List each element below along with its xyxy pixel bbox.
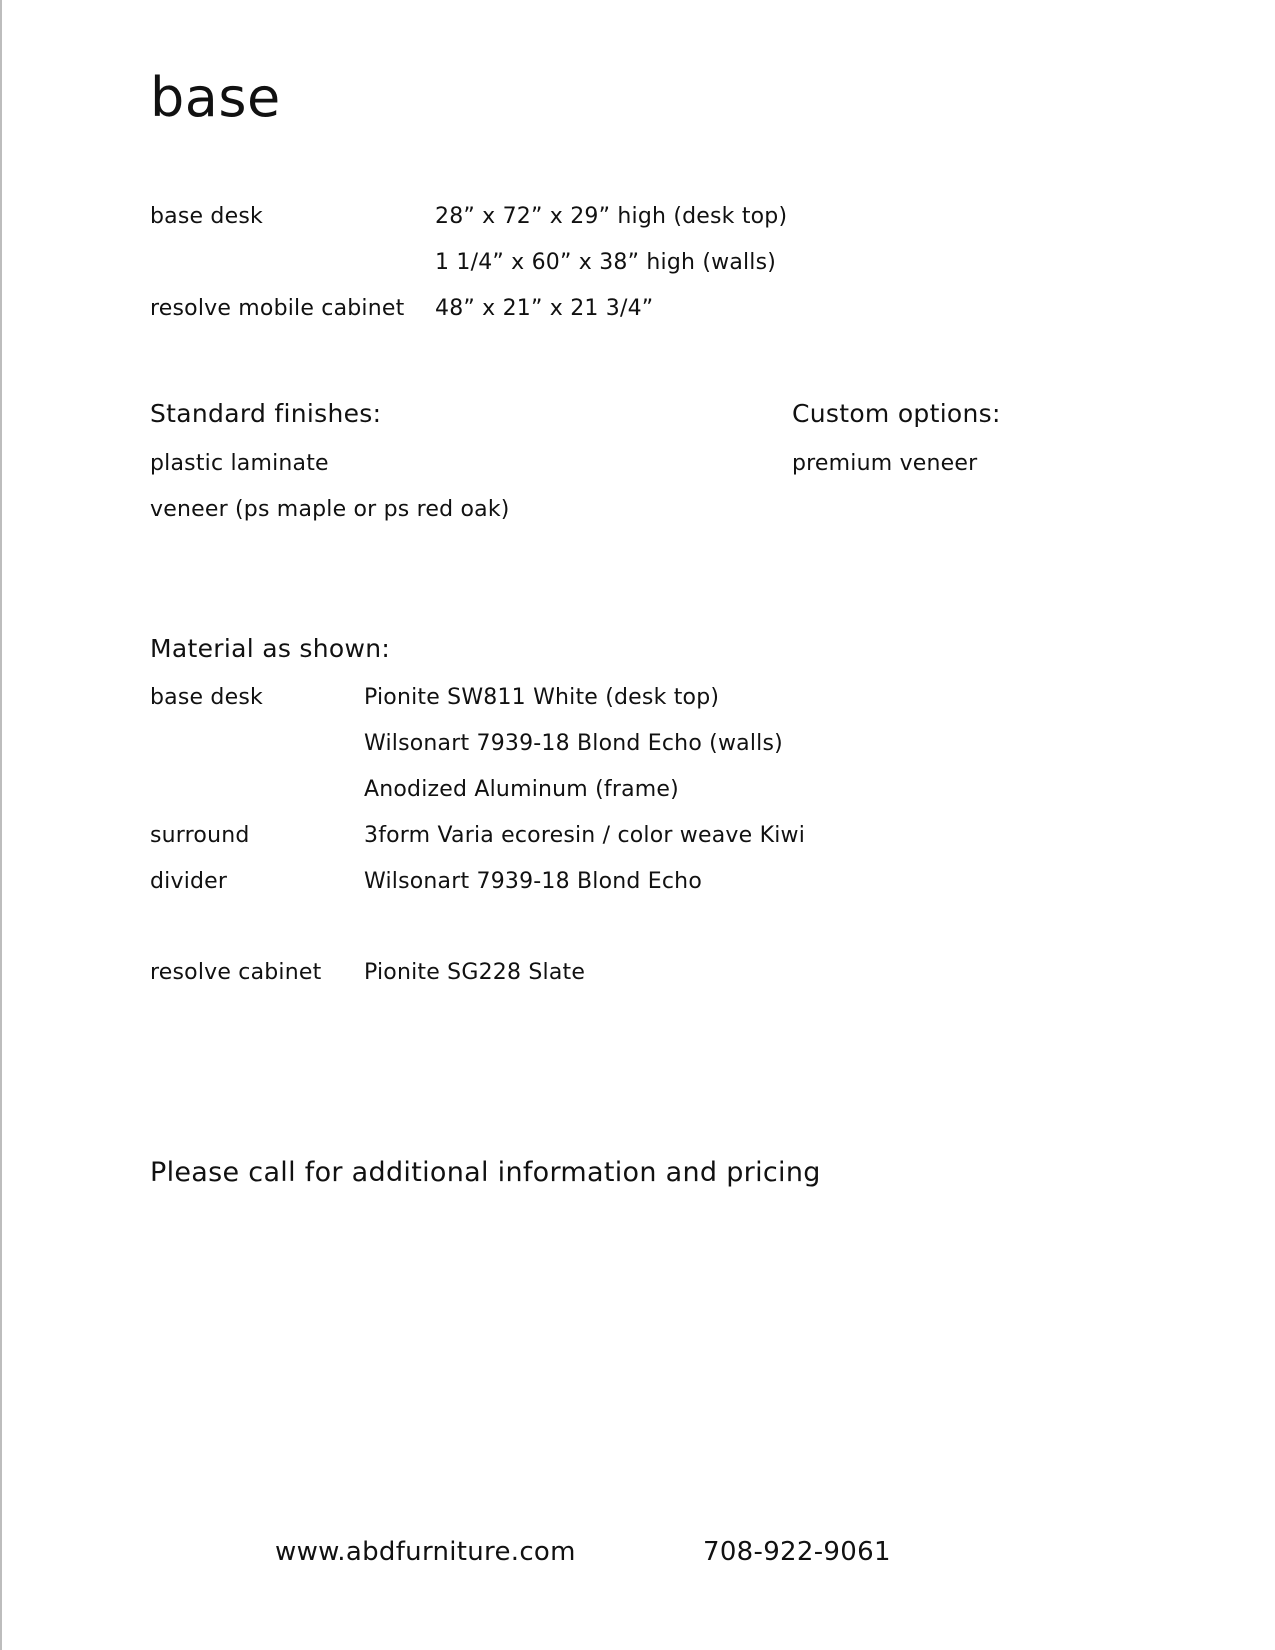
dimension-value: 48” x 21” x 21 3/4” <box>435 296 654 321</box>
material-value: 3form Varia ecoresin / color weave Kiwi <box>364 823 806 848</box>
material-label: divider <box>150 869 228 894</box>
custom-options-heading: Custom options: <box>792 399 1001 428</box>
material-label: surround <box>150 823 250 848</box>
custom-option-item: premium veneer <box>792 451 978 476</box>
material-label: resolve cabinet <box>150 960 322 985</box>
material-value: Anodized Aluminum (frame) <box>364 777 679 802</box>
dimension-label: base desk <box>150 204 263 229</box>
material-label: base desk <box>150 685 263 710</box>
finish-item: veneer (ps maple or ps red oak) <box>150 497 510 522</box>
footer-website: www.abdfurniture.com <box>275 1537 576 1567</box>
page-edge-rule <box>0 0 2 1650</box>
standard-finishes-heading: Standard finishes: <box>150 399 382 428</box>
dimension-value: 28” x 72” x 29” high (desk top) <box>435 204 788 229</box>
dimension-value: 1 1/4” x 60” x 38” high (walls) <box>435 250 777 275</box>
material-heading: Material as shown: <box>150 634 391 663</box>
page-title: base <box>150 66 281 129</box>
dimension-label: resolve mobile cabinet <box>150 296 405 321</box>
material-value: Wilsonart 7939-18 Blond Echo (walls) <box>364 731 783 756</box>
footer-phone: 708-922-9061 <box>703 1537 891 1567</box>
material-value: Pionite SG228 Slate <box>364 960 586 985</box>
finish-item: plastic laminate <box>150 451 329 476</box>
material-value: Wilsonart 7939-18 Blond Echo <box>364 869 702 894</box>
pricing-call-to-action: Please call for additional information and pricing <box>150 1157 821 1188</box>
material-value: Pionite SW811 White (desk top) <box>364 685 720 710</box>
